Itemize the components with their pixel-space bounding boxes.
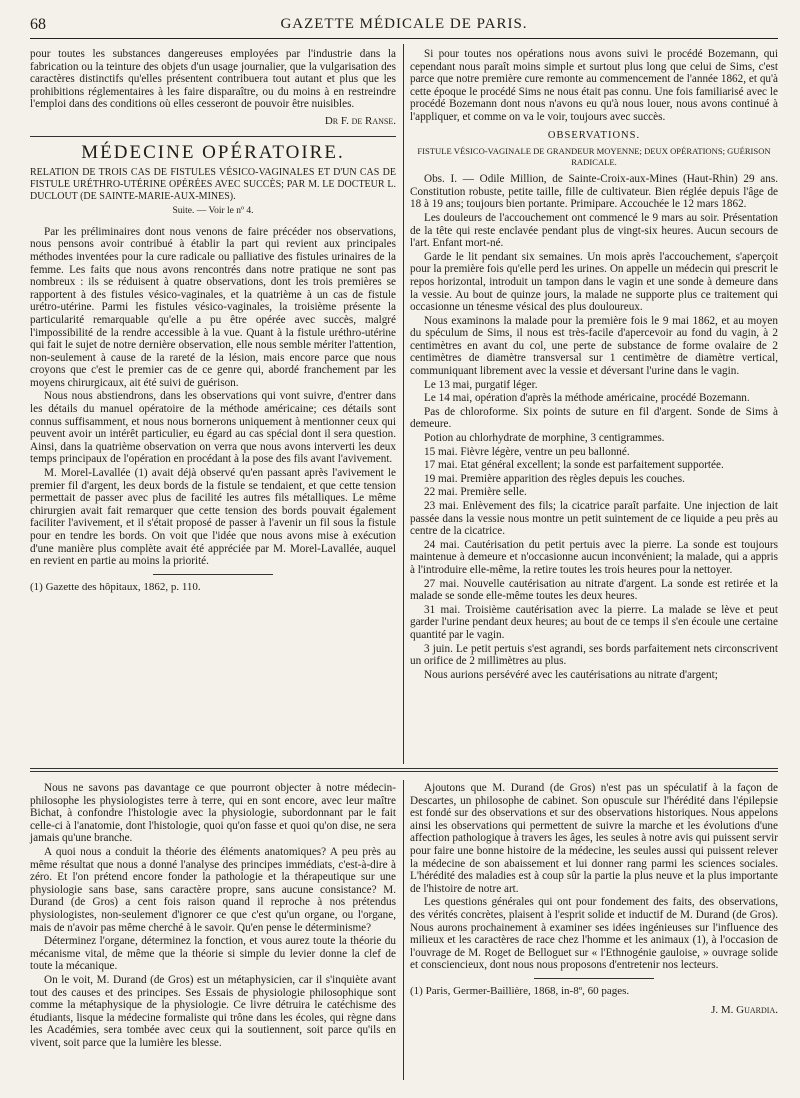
article-paragraph: Si pour toutes nos opérations nous avons suivi le procédé Bozemann, qui cependant nous paraît moins simple et surtout plus long que celui de Sims, c'est parce que notre première cure remonte au commencement de l'année 1862, et qu'à cette époque le procédé Sims ne nous était pas connu. Une fois familiarisé avec le procédé Bozemann dont nous n'avons eu qu'à nous louer, nous avons continué à l'appliquer, et comme on va le voir, toujours avec succès. [410, 48, 778, 123]
running-title: GAZETTE MÉDICALE DE PARIS. [280, 16, 528, 32]
observation-entry: Obs. I. — Odile Million, de Sainte-Croix-aux-Mines (Haut-Rhin) 29 ans. Constitution robuste, petite taille, fille de cultivateur. Bien réglée depuis l'âge de 18 à 19 ans; toujours bien portante. Primipare. Accouchée le 12 mars 1862. [410, 173, 778, 211]
left-column-top [30, 48, 396, 594]
article-paragraph: Par les préliminaires dont nous venons de faire précéder nos observations, nous pensons avoir contribué à établir la part qui revient aux principales méthodes inventées pour la cure radicale ou palliative des fistules urinaires de la femme. Les faits que nous avons rencontrés dans notre pratique ne sont pas nombreux : ils se réduisent à quatre observations, dont les trois premières se rapportent à des fistules vésico-vaginales, et la quatrième à un cas de fistule urétro-utérine. Parmi les fistules vésico-vaginales, la troisième présente la particularité remarquable qu'elle a pu être opérée avec succès, malgré l'impossibilité de la rendre accessible à la vue. Quant à la fistule uréthro-utérine qui fait le sujet de notre dernière observation, elle nous semble mériter l'attention, non-seulement à cause de la rareté de la lésion, mais encore parce que nous croyons que c'est le premier cas de ce genre qui, abordé franchement par les moyens chirurgicaux, ait été suivi de guérison. [30, 225, 396, 389]
intro-paragraph: pour toutes les substances dangereuses employées par l'industrie dans la fabrication ou la teinture des objets d'un usage journalier, que la vulgarisation des caractères distinctifs qu'elles présentent contribuera tout autant et plus que les prohibitions réglementaires à les faire disparaître, ou du moins à en restreindre l'emploi dans des conditions où elles cesseront de pouvoir être nuisibles. [30, 48, 396, 111]
signature-ranse: Dr F. de Ranse. [324, 114, 396, 127]
observation-entry: Nous examinons la malade pour la première fois le 9 mai 1862, et au moyen du spéculum de Sims, il nous est très-facile d'apercevoir au fond du vagin, à 2 centimètres en avant du col, une perte de substance de forme ovalaire de 2 centimètres de diamètre transversal sur 1 centimètre de diamètre vertical, communiquant librement avec la vessie et déversant l'urine dans le vagin. [410, 314, 778, 378]
observation-entry: 22 mai. Première selle. [424, 486, 527, 499]
separator [30, 136, 396, 137]
column-divider-top [403, 44, 404, 764]
observations-subtitle: FISTULE VÉSICO-VAGINALE DE GRANDEUR MOYENNE; DEUX OPÉRATIONS; GUÉRISON RADICALE. [417, 146, 771, 168]
review-paragraph: Ajoutons que M. Durand (de Gros) n'est pas un spéculatif à la façon de Descartes, un philosophe de cabinet. Son opuscule sur l'hérédité dans l'épilepsie est fondé sur des observations et sur des observations historiques. Nous appelons ainsi les observations qui permettent de suivre la marche et les évolutions d'une affection pathologique à travers les âges, les seules à notre avis qui puissent servir pour faire une bonne histoire de la médecine, les seules aussi qui puissent relever la médecine de son abaissement et lui donner rang parmi les sciences sociales. L'hérédité des maladies est à coup sûr la partie la plus neuve et la plus importante de l'histoire de notre art. [410, 782, 778, 895]
observation-entry: Garde le lit pendant six semaines. Un mois après l'accouchement, s'aperçoit pour la première fois qu'elle perd les urines. On appelle un médecin qui prescrit le repos horizontal, introduit un tampon dans le vagin et une sonde à demeure dans la vessie. Au bout de quinze jours, la malade ne supporte plus ce traitement qui occasionne un ténesme vésical des plus douloureux. [410, 250, 778, 314]
page-header [30, 14, 778, 39]
footnote: (1) Paris, Germer-Baillière, 1868, in-8º, 60 pages. [410, 984, 630, 997]
observation-entry: Le 14 mai, opération d'après la méthode américaine, procédé Bozemann. [424, 392, 750, 405]
footnote: (1) Gazette des hôpitaux, 1862, p. 110. [30, 580, 201, 593]
review-paragraph: Les questions générales qui ont pour fondement des faits, des observations, des vérités concrètes, plaisent à l'esprit solide et inductif de M. Durand (de Gros). Nous aurons prochainement à examiner ses idées ingénieuses sur l'influence des milieux et les caractères de race chez l'homme et les animaux (1), à l'occasion de l'ouvrage de M. Roget de Belloguet sur « l'Ethnogénie gauloise, » ouvrage solide et consciencieux, dont nous nous proposons d'entretenir nos lecteurs. [410, 896, 778, 972]
signature-guardia: J. M. Guardia. [711, 1003, 778, 1016]
page-number: 68 [30, 16, 46, 33]
observation-entry: Les douleurs de l'accouchement ont commencé le 9 mars au soir. Présentation de la tête qui reste enclavée pendant plus de vingt-six heures. Aucun secours de l'art. Enfant mort-né. [410, 211, 778, 250]
column-divider-bottom [403, 780, 404, 1080]
right-column-bottom [410, 782, 778, 1016]
observation-entry: 15 mai. Fièvre légère, ventre un peu ballonné. [424, 445, 630, 458]
left-column-bottom [30, 782, 396, 1050]
observation-entry: 17 mai. Etat général excellent; la sonde est parfaitement supportée. [424, 459, 724, 472]
review-paragraph: Nous ne savons pas davantage ce que pourront objecter à notre médecin-philosophe les physiologistes terre à terre, qui en sont encore, avec leur maître Bichat, à confondre l'histologie avec la physiologie, subordonnant par le fait celle-ci à l'anatomie, dont l'histologie, quoi qu'on fasse et quoi qu'on dise, ne sera jamais qu'une branche. [30, 782, 396, 845]
section-title: MÉDECINE OPÉRATOIRE. [81, 141, 345, 163]
article-paragraph: Nous nous abstiendrons, dans les observations qui vont suivre, d'entrer dans les détails du manuel opératoire de la méthode américaine; ces détails sont connus suffisamment, et nous nous bornerons uniquement à mentionner ceux qui peuvent avoir un intérêt particulier, eu égard au cas spécial dont il sera question. Ainsi, dans la quatrième observation on verra que nous avons interverti les deux temps principaux de l'opération en procédant à la pose des fils avant l'avivement. [30, 390, 396, 466]
article-heading: RELATION DE TROIS CAS DE FISTULES VÉSICO-VAGINALES ET D'UN CAS DE FISTULE URÉTHRO-UTÉRINE OPÉRÉES AVEC SUCCÈS; PAR M. LE DOCTEUR L. DUCLOUT (DE SAINTE-MARIE-AUX-MINES). [30, 167, 396, 203]
section-divider [30, 768, 778, 772]
observation-entry: 31 mai. Troisième cautérisation avec la pierre. La malade se lève et peut garder l'urine pendant deux heures; au bout de ce temps il s'en écoule une certaine quantité par le vagin. [410, 603, 778, 641]
observation-entry: Pas de chloroforme. Six points de suture en fil d'argent. Sonde de Sims à demeure. [410, 405, 778, 431]
article-paragraph: M. Morel-Lavallée (1) avait déjà observé qu'en passant après l'avivement le premier fil d'argent, les deux bords de la fistule se tendaient, et que cette tension permettait de passer avec plus de facilité les autres fils métalliques. Le même chirurgien avait fait remarquer que cette tension des bords pouvait également faciliter l'avivement, et il s'était proposé de passer à l'avenir un fil sous la fistule pour en tendre les bords. On voit que l'idée que nous avons mise à exécution d'une manière plus complète avait été appréciée par M. Morel-Lavallée, auquel en revient en partie au moins la priorité. [30, 467, 396, 568]
observation-entry: 19 mai. Première apparition des règles depuis les couches. [424, 472, 685, 485]
observation-entry: Potion au chlorhydrate de morphine, 3 centigrammes. [424, 432, 665, 445]
footnote-separator [153, 574, 273, 575]
review-paragraph: Déterminez l'organe, déterminez la fonction, et vous aurez toute la théorie du mécanisme vital, de même que la théorie si simple du levier donne la clef de toute la mécanique. [30, 935, 396, 973]
observations-title: OBSERVATIONS. [547, 129, 641, 141]
footnote-separator [534, 978, 654, 979]
review-paragraph: On le voit, M. Durand (de Gros) est un métaphysicien, car il s'inquiète avant tout des causes et des principes. Ses Essais de physiologie philosophique sont comme la métaphysique de la physiologie. Ce livre détruira le catéchisme des étudiants, lisque la médecine formaliste qui trône dans les écoles, qui règne dans les Académies, sera tombée avec ceux qui la soutiennent, soit parce qu'ils en vivent, soit parce que la lumière les blesse. [30, 973, 396, 1049]
observation-entry: 24 mai. Cautérisation du petit pertuis avec la pierre. La sonde est toujours maintenue à demeure et n'occasionne aucun inconvénient; la malade, qui a appris à l'introduire elle-même, la retire toutes les trois heures pour la nettoyer. [410, 538, 778, 576]
observation-entry: 3 juin. Le petit pertuis s'est agrandi, ses bords parfaitement nets circonscrivent un orifice de 2 millimètres au plus. [410, 642, 778, 668]
observation-entry: 27 mai. Nouvelle cautérisation au nitrate d'argent. La sonde est retirée et la malade se sonde elle-même toutes les deux heures. [410, 577, 778, 603]
right-column-top [410, 48, 778, 682]
observation-entry: Le 13 mai, purgatif léger. [424, 378, 538, 391]
observation-entry: Nous aurions persévéré avec les cautérisations au nitrate d'argent; [424, 668, 718, 681]
suite-note: Suite. — Voir le nº 4. [172, 206, 254, 217]
review-paragraph: A quoi nous a conduit la théorie des éléments anatomiques? A peu près au même résultat que nous a donné l'analyse des principes immédiats, c'est-à-dire à zéro. Et l'on prétend encore fonder la pathologie et la thérapeutique sur une physiologie sans base, sans caractère propre, sans aucune consistance? M. Durand (de Gros) a cent fois raison quand il reproche à nos prétendus physiologistes, non-seulement d'ignorer ce que c'est qu'un organe, ou l'organe, mais de n'avoir pas même cherché à le savoir. Qu'en pense le déterminisme? [30, 845, 396, 934]
observation-entry: 23 mai. Enlèvement des fils; la cicatrice paraît parfaite. Une injection de lait passée dans la vessie nous montre un petit suintement de ce liquide a peu près au centre de la cicatrice. [410, 500, 778, 538]
